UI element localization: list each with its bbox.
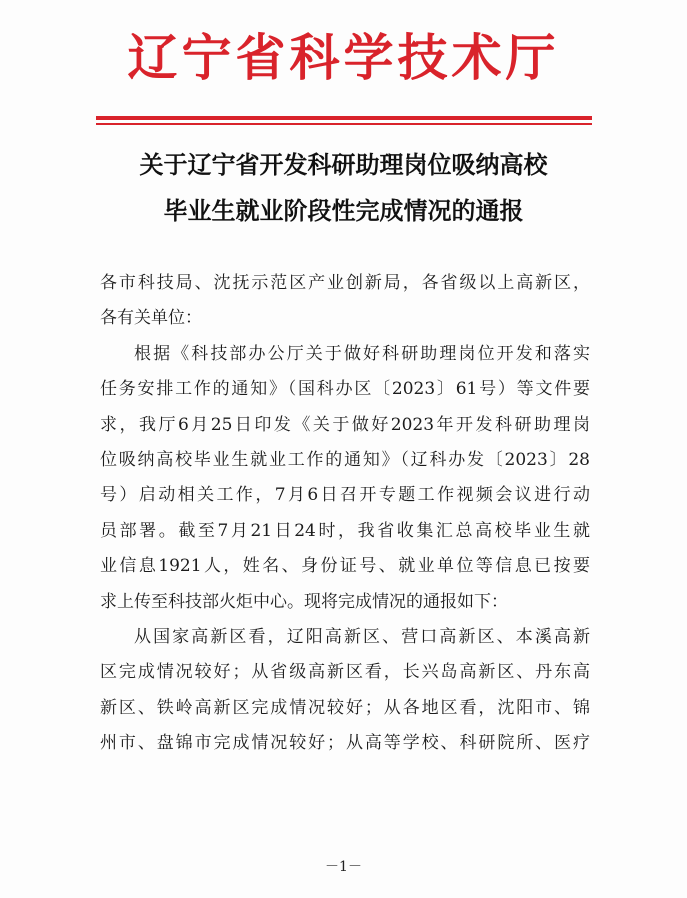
letterhead-divider-thin	[96, 123, 592, 125]
page-number: －1－	[325, 859, 362, 875]
document-title-line-1: 关于辽宁省开发科研助理岗位吸纳高校	[139, 151, 548, 179]
letterhead-divider-thick	[96, 116, 592, 120]
paragraph-2-line: 区完成情况较好；从省级高新区看，长兴岛高新区、丹东高	[100, 662, 590, 683]
paragraph-1-line: 位吸纳高校毕业生就业工作的通知》（辽科办发〔2023〕28	[100, 449, 590, 470]
paragraph-1-line: 号）启动相关工作，7月6日召开专题工作视频会议进行动	[100, 485, 590, 506]
addressee-line-2: 各有关单位：	[100, 308, 202, 329]
paragraph-2-line: 州市、盘锦市完成情况较好；从高等学校、科研院所、医疗	[100, 733, 590, 754]
paragraph-1-line: 求，我厅6月25日印发《关于做好2023年开发科研助理岗	[100, 414, 590, 435]
document-body	[100, 266, 590, 761]
paragraph-1-line: 业信息1921人，姓名、身份证号、就业单位等信息已按要	[100, 556, 590, 577]
paragraph-1-line: 求上传至科技部火炬中心。现将完成情况的通报如下：	[100, 591, 508, 612]
paragraph-1-line: 任务安排工作的通知》（国科办区〔2023〕61号）等文件要	[100, 379, 590, 400]
paragraph-1-line: 员部署。截至7月21日24时，我省收集汇总高校毕业生就	[100, 520, 590, 541]
paragraph-2-line: 从国家高新区看，辽阳高新区、营口高新区、本溪高新	[134, 626, 590, 647]
paragraph-2-line: 新区、铁岭高新区完成情况较好；从各地区看，沈阳市、锦	[100, 697, 590, 718]
document-title-line-2: 毕业生就业阶段性完成情况的通报	[163, 197, 524, 225]
paragraph-1-line: 根据《科技部办公厅关于做好科研助理岗位开发和落实	[134, 343, 590, 364]
addressee-line-1: 各市科技局、沈抚示范区产业创新局，各省级以上高新区，	[100, 273, 590, 293]
letterhead-org-name: 辽宁省科学技术厅	[127, 28, 560, 87]
